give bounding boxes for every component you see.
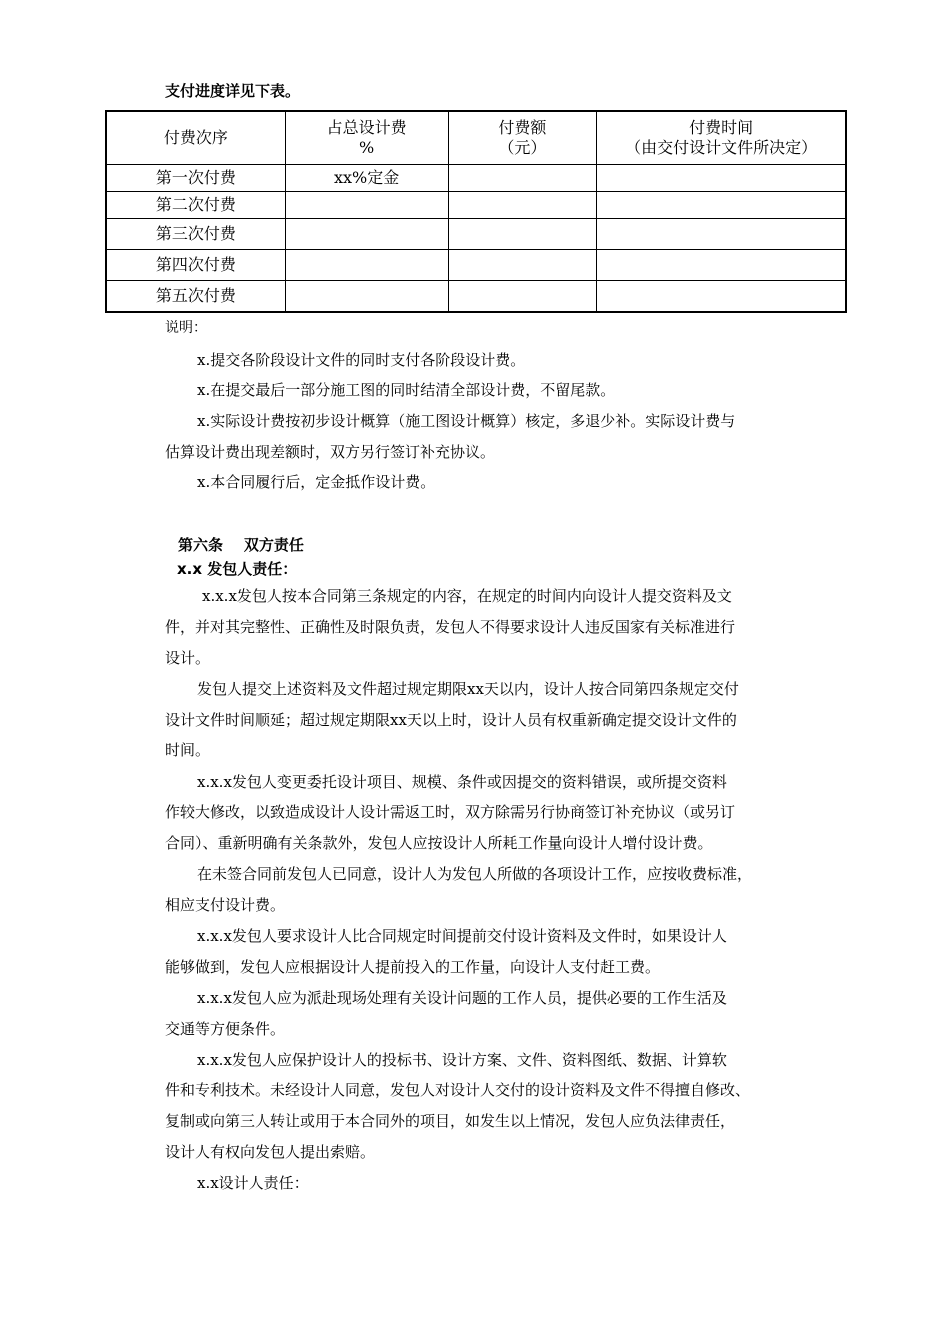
header-percent-of-fee: 占总设计费 % <box>285 111 448 165</box>
table-cell <box>597 165 846 192</box>
intro-text: 支付进度详见下表。 <box>165 82 301 100</box>
article-subtitle: x.x 发包人责任： <box>177 560 298 578</box>
paragraph-line: x.x.x发包人按本合同第三条规定的内容，在规定的时间内向设计人提交资料及文 <box>202 587 732 605</box>
table-cell: 第一次付费 <box>106 165 285 192</box>
table-cell <box>285 192 448 219</box>
table-row <box>106 192 846 219</box>
note-line: x.本合同履行后，定金抵作设计费。 <box>197 473 436 491</box>
paragraph-line: 设计。 <box>165 649 211 667</box>
paragraph-line: x.x.x发包人应保护设计人的投标书、设计方案、文件、资料图纸、数据、计算软 <box>197 1051 727 1069</box>
table-cell <box>448 165 597 192</box>
note-line: x.实际设计费按初步设计概算（施工图设计概算）核定，多退少补。实际设计费与 <box>197 412 736 430</box>
paragraph-line: 交通等方便条件。 <box>165 1020 286 1038</box>
table-cell: xx%定金 <box>285 165 448 192</box>
note-line: 估算设计费出现差额时，双方另行签订补充协议。 <box>165 443 496 461</box>
paragraph-line: 作较大修改，以致造成设计人设计需返工时，双方除需另行协商签订补充协议（或另订 <box>165 803 736 821</box>
table-header-row <box>106 111 846 165</box>
paragraph-line: 相应支付设计费。 <box>165 896 286 914</box>
paragraph-line: 设计文件时间顺延；超过规定期限xx天以上时，设计人员有权重新确定提交设计文件的 <box>165 711 737 729</box>
table-cell <box>285 219 448 250</box>
paragraph-line: 合同）、重新明确有关条款外，发包人应按设计人所耗工作量向设计人增付设计费。 <box>165 834 713 852</box>
header-payment-order: 付费次序 <box>106 111 285 165</box>
note-line: x.提交各阶段设计文件的同时支付各阶段设计费。 <box>197 351 526 369</box>
table-cell <box>448 192 597 219</box>
table-row <box>106 219 846 250</box>
paragraph-line: x.x设计人责任： <box>197 1174 309 1192</box>
paragraph-line: 设计人有权向发包人提出索赔。 <box>165 1143 376 1161</box>
article-title: 第六条 双方责任 <box>178 536 304 554</box>
paragraph-line: 在未签合同前发包人已同意，设计人为发包人所做的各项设计工作，应按收费标准， <box>197 865 753 883</box>
table-cell <box>597 281 846 312</box>
table-row <box>106 165 846 192</box>
table-cell <box>597 192 846 219</box>
table-cell: 第四次付费 <box>106 250 285 281</box>
header-amount: 付费额 （元） <box>448 111 597 165</box>
table-cell <box>448 250 597 281</box>
notes-label: 说明： <box>165 320 207 336</box>
table-cell <box>285 250 448 281</box>
paragraph-line: 件，并对其完整性、正确性及时限负责，发包人不得要求设计人违反国家有关标准进行 <box>165 618 736 636</box>
table-cell <box>285 281 448 312</box>
paragraph-line: x.x.x发包人要求设计人比合同规定时间提前交付设计资料及文件时，如果设计人 <box>197 927 727 945</box>
table-row <box>106 250 846 281</box>
table-cell <box>597 219 846 250</box>
paragraph-line: x.x.x发包人变更委托设计项目、规模、条件或因提交的资料错误，或所提交资料 <box>197 773 727 791</box>
paragraph-line: 时间。 <box>165 741 211 759</box>
paragraph-line: 能够做到，发包人应根据设计人提前投入的工作量，向设计人支付赶工费。 <box>165 958 661 976</box>
table-cell: 第五次付费 <box>106 281 285 312</box>
paragraph-line: x.x.x发包人应为派赴现场处理有关设计问题的工作人员，提供必要的工作生活及 <box>197 989 727 1007</box>
table-cell <box>597 250 846 281</box>
note-line: x.在提交最后一部分施工图的同时结清全部设计费，不留尾款。 <box>197 381 616 399</box>
paragraph-line: 件和专利技术。未经设计人同意，发包人对设计人交付的设计资料及文件不得擅自修改、 <box>165 1081 751 1099</box>
header-payment-time: 付费时间 （由交付设计文件所决定） <box>597 111 846 165</box>
payment-schedule-table <box>105 110 847 313</box>
table-cell <box>448 281 597 312</box>
paragraph-line: 复制或向第三人转让或用于本合同外的项目，如发生以上情况，发包人应负法律责任， <box>165 1112 736 1130</box>
table-cell: 第三次付费 <box>106 219 285 250</box>
table-cell <box>448 219 597 250</box>
paragraph-line: 发包人提交上述资料及文件超过规定期限xx天以内，设计人按合同第四条规定交付 <box>197 680 739 698</box>
table-cell: 第二次付费 <box>106 192 285 219</box>
table-row <box>106 281 846 312</box>
